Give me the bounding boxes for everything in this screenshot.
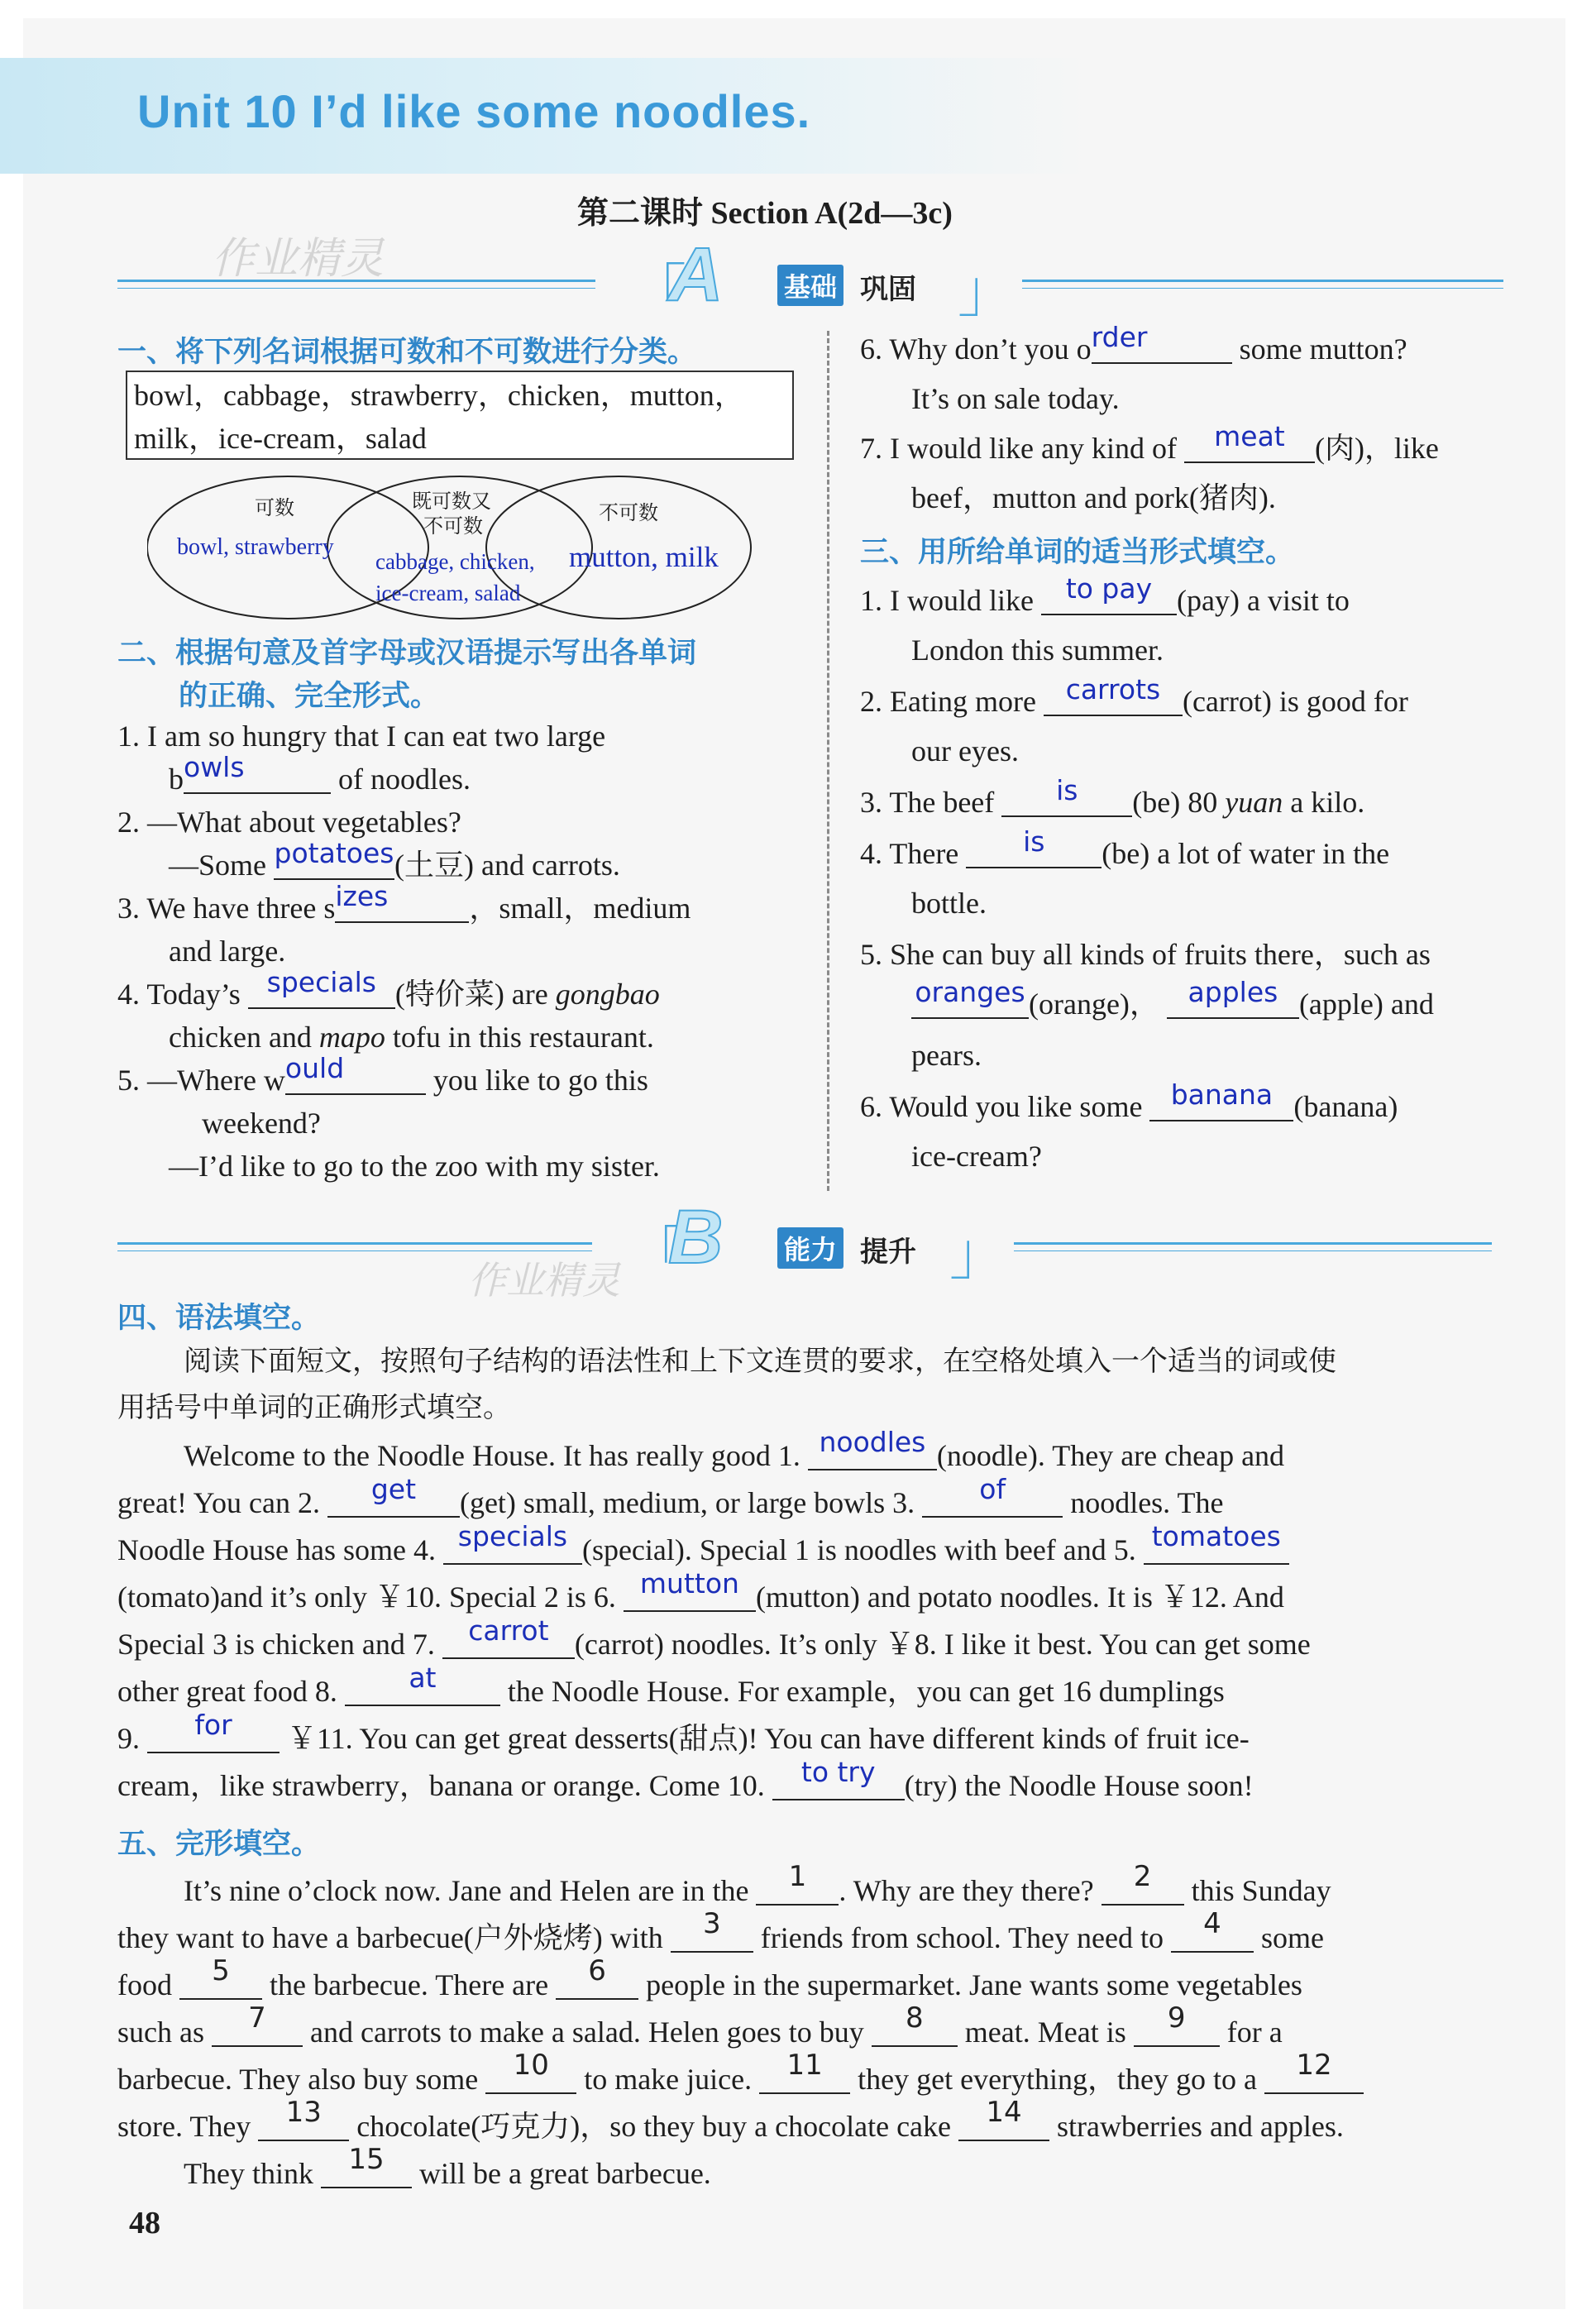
venn-uncountable-answer: mutton, milk bbox=[569, 541, 719, 573]
p3-q2-blank[interactable]: carrots bbox=[1044, 680, 1183, 716]
p5-blank-4[interactable]: 4 bbox=[1171, 1916, 1254, 1953]
venn-both-answer-2: ice-cream, salad bbox=[375, 581, 521, 605]
p2-q6-line2: It’s on sale today. bbox=[911, 382, 1120, 415]
watermark-logo-2: 作业精灵 bbox=[468, 1259, 620, 1302]
p2-q4-line1: 4. Today’s specials (特价菜) are gongbao bbox=[117, 966, 660, 1011]
p4-blank-4[interactable]: specials bbox=[443, 1528, 582, 1565]
p4-line-5: Special 3 is chicken and 7. carrot (carrot) noodles. It’s only ￥8. I like it best. You can get some bbox=[117, 1614, 1311, 1661]
p3-q4-blank[interactable]: is bbox=[966, 832, 1102, 868]
section-a-bracket-right: 」 bbox=[958, 259, 1015, 323]
p5-blank-13[interactable]: 13 bbox=[258, 2105, 349, 2141]
p2-q5-line3: —I’d like to go to the zoo with my sister. bbox=[169, 1150, 660, 1183]
p4-line-4: (tomato)and it’s only ￥10. Special 2 is 6. mutton (mutton) and potato noodles. It is ￥12. And bbox=[117, 1567, 1284, 1614]
p2-q4-blank[interactable]: specials bbox=[248, 973, 395, 1009]
section-a-rule-right bbox=[1022, 280, 1503, 282]
p2-q7-line1: 7. I would like any kind of meat (肉)，like bbox=[860, 420, 1439, 465]
p2-q3-blank[interactable]: izes bbox=[335, 887, 469, 923]
section-b-letter: B bbox=[668, 1195, 724, 1279]
p5-blank-10[interactable]: 10 bbox=[485, 2058, 576, 2094]
unit-title: Unit 10 I’d like some noodles. bbox=[137, 85, 811, 137]
p3-q3-line1: 3. The beef is (be) 80 yuan a kilo. bbox=[860, 774, 1365, 819]
section-b-badge-tail: 提升 bbox=[860, 1236, 916, 1268]
p3-q2-line2: our eyes. bbox=[911, 734, 1019, 767]
p3-q1-blank[interactable]: to pay bbox=[1041, 579, 1177, 615]
p4-instr-1: 阅读下面短文，按照句子结构的语法性和上下文连贯的要求，在空格处填入一个适当的词或使 bbox=[184, 1345, 1336, 1378]
p2-q3-line2: and large. bbox=[169, 935, 286, 968]
p4-line-8: cream，like strawberry，banana or orange. Come 10. to try (try) the Noodle House soon! bbox=[117, 1756, 1254, 1802]
p3-q6-line1: 6. Would you like some banana (banana) bbox=[860, 1078, 1398, 1123]
p4-blank-10[interactable]: to try bbox=[772, 1764, 905, 1800]
p5-line-2: they want to have a barbecue(户外烧烤) with 3 friends from school. They need to 4 some bbox=[117, 1907, 1324, 1954]
p5-line-7: They think 15 will be a great barbecue. bbox=[184, 2143, 711, 2190]
p5-blank-2[interactable]: 2 bbox=[1102, 1869, 1184, 1906]
p3-q5-line1: 5. She can buy all kinds of fruits there，such as bbox=[860, 938, 1431, 971]
section-b-bracket-left: 「 bbox=[627, 1222, 685, 1286]
section-a-rule-left-thin bbox=[117, 288, 595, 289]
p2-q7-line2: beef，mutton and pork(猪肉). bbox=[911, 481, 1276, 514]
part5-heading: 五、完形填空。 bbox=[117, 1828, 321, 1861]
venn-uncountable-label: 不可数 bbox=[599, 501, 658, 524]
p5-blank-9[interactable]: 9 bbox=[1134, 2011, 1220, 2047]
p2-q2-blank[interactable]: potatoes bbox=[274, 844, 394, 880]
p5-blank-3[interactable]: 3 bbox=[671, 1916, 753, 1953]
p3-q6-line2: ice-cream? bbox=[911, 1140, 1042, 1173]
p5-line-3: food 5 the barbecue. There are 6 people in the supermarket. Jane wants some vegetables bbox=[117, 1954, 1302, 2001]
p2-q1-line1: 1. I am so hungry that I can eat two large bbox=[117, 720, 606, 753]
p3-q4-line1: 4. There is (be) a lot of water in the bbox=[860, 825, 1390, 870]
part4-heading: 四、语法填空。 bbox=[117, 1302, 321, 1335]
p2-q4-line2: chicken and mapo tofu in this restaurant. bbox=[169, 1021, 654, 1054]
watermark-logo: 作业精灵 bbox=[212, 235, 385, 283]
part2-heading-2: 的正确、完全形式。 bbox=[179, 680, 440, 713]
p5-blank-1[interactable]: 1 bbox=[756, 1869, 839, 1906]
section-b-badge: 能力 bbox=[777, 1227, 843, 1269]
venn-countable-answer: bowl, strawberry bbox=[177, 534, 334, 560]
section-a-bracket-left: 「 bbox=[628, 259, 686, 323]
section-a-badge-tail: 巩固 bbox=[860, 274, 916, 305]
p2-q5-line2: weekend? bbox=[202, 1107, 321, 1140]
section-b-rule-right-thin bbox=[1014, 1250, 1492, 1251]
p5-line-6: store. They 13 chocolate(巧克力)，so they buy a chocolate cake 14 strawberries and apples. bbox=[117, 2096, 1344, 2143]
p5-blank-5[interactable]: 5 bbox=[179, 1963, 262, 2000]
p2-q1-line2: b owls of noodles. bbox=[169, 751, 471, 796]
p4-blank-5[interactable]: tomatoes bbox=[1144, 1528, 1289, 1565]
p2-q3-line1: 3. We have three s izes ，small，medium bbox=[117, 880, 691, 925]
p2-q6-blank[interactable]: rder bbox=[1092, 328, 1232, 364]
lesson-title: 第二课时 Section A(2d—3c) bbox=[577, 196, 953, 231]
p5-blank-8[interactable]: 8 bbox=[872, 2011, 958, 2047]
p3-q5-blank-1[interactable]: oranges bbox=[911, 983, 1029, 1019]
p3-q2-line1: 2. Eating more carrots (carrot) is good for bbox=[860, 673, 1408, 718]
part3-heading: 三、用所给单词的适当形式填空。 bbox=[860, 536, 1295, 569]
p4-line-1: Welcome to the Noodle House. It has really good 1. noodles (noodle). They are cheap and bbox=[184, 1426, 1285, 1472]
p3-q5-line3: pears. bbox=[911, 1039, 982, 1072]
p3-q1-line1: 1. I would like to pay (pay) a visit to bbox=[860, 572, 1350, 617]
section-b-rule-right bbox=[1014, 1242, 1492, 1245]
p2-q5-line1: 5. —Where w ould you like to go this bbox=[117, 1052, 648, 1097]
p5-blank-15[interactable]: 15 bbox=[321, 2152, 412, 2188]
p4-blank-2[interactable]: get bbox=[327, 1481, 460, 1518]
p2-q2-line2: —Some potatoes (土豆) and carrots. bbox=[169, 837, 620, 882]
p3-q4-line2: bottle. bbox=[911, 887, 987, 920]
p3-q3-blank[interactable]: is bbox=[1001, 781, 1132, 817]
p4-blank-8[interactable]: at bbox=[345, 1670, 500, 1706]
p3-q5-line2: oranges (orange)， apples (apple) and bbox=[911, 983, 1434, 1026]
word-box bbox=[126, 371, 794, 460]
p4-line-3: Noodle House has some 4. specials (special). Special 1 is noodles with beef and 5. tomatoes bbox=[117, 1527, 1289, 1574]
p4-instr-2: 用括号中单词的正确形式填空。 bbox=[117, 1391, 511, 1424]
section-b-rule-left bbox=[117, 1242, 592, 1245]
p5-line-4: such as 7 and carrots to make a salad. Helen goes to buy 8 meat. Meat is 9 for a bbox=[117, 2001, 1283, 2049]
venn-countable-label: 可数 bbox=[255, 496, 294, 519]
p4-line-6: other great food 8. at the Noodle House. For example，you can get 16 dumplings bbox=[117, 1662, 1225, 1708]
p4-line-2: great! You can 2. get (get) small, medium, or large bowls 3. of noodles. The bbox=[117, 1473, 1224, 1519]
venn-both-label-2: 不可数 bbox=[423, 514, 483, 538]
p5-blank-14[interactable]: 14 bbox=[958, 2105, 1049, 2141]
p3-q1-line2: London this summer. bbox=[911, 634, 1164, 667]
p4-blank-1[interactable]: noodles bbox=[808, 1434, 937, 1470]
section-a-badge: 基础 bbox=[777, 265, 843, 306]
page-number: 48 bbox=[129, 2206, 160, 2240]
section-b-bracket-right: 」 bbox=[949, 1222, 1007, 1286]
p5-blank-12[interactable]: 12 bbox=[1264, 2058, 1364, 2094]
p5-blank-7[interactable]: 7 bbox=[212, 2011, 303, 2047]
p2-q1-blank[interactable]: owls bbox=[184, 758, 331, 794]
p2-q5-blank[interactable]: ould bbox=[285, 1059, 426, 1095]
word-box-line-1: bowl，cabbage，strawberry，chicken，mutton， bbox=[134, 379, 744, 412]
p4-blank-9[interactable]: for bbox=[147, 1717, 280, 1753]
p3-q5-blank-2[interactable]: apples bbox=[1167, 983, 1299, 1019]
p4-blank-7[interactable]: carrot bbox=[442, 1623, 575, 1659]
venn-both-answer-1: cabbage, chicken, bbox=[375, 549, 535, 574]
word-box-line-2: milk，ice-cream，salad bbox=[134, 422, 427, 455]
part1-heading: 一、将下列名词根据可数和不可数进行分类。 bbox=[117, 336, 697, 369]
p5-line-5: barbecue. They also buy some 10 to make juice. 11 they get everything，they go to a 12 bbox=[117, 2056, 1364, 2103]
section-a-rule-right-thin bbox=[1022, 288, 1503, 289]
p2-q6-line1: 6. Why don’t you o rder some mutton? bbox=[860, 321, 1407, 366]
section-a-letter: A bbox=[668, 232, 724, 317]
p2-q2-line1: 2. —What about vegetables? bbox=[117, 806, 461, 839]
p3-q6-blank[interactable]: banana bbox=[1149, 1085, 1293, 1121]
venn-both-label-1: 既可数又 bbox=[412, 490, 491, 513]
part2-heading-1: 二、根据句意及首字母或汉语提示写出各单词 bbox=[117, 637, 697, 670]
p4-line-7: 9. for ￥11. You can get great desserts(甜点)! You can have different kinds of fruit ice- bbox=[117, 1709, 1250, 1755]
p4-blank-3[interactable]: of bbox=[922, 1481, 1063, 1518]
column-divider bbox=[827, 331, 829, 1191]
p5-blank-6[interactable]: 6 bbox=[556, 1963, 638, 2000]
p4-blank-6[interactable]: mutton bbox=[624, 1576, 756, 1612]
p5-line-1: It’s nine o’clock now. Jane and Helen are in the 1 . Why are they there? 2 this Sunday bbox=[184, 1860, 1331, 1907]
p2-q7-blank[interactable]: meat bbox=[1184, 427, 1315, 463]
p5-blank-11[interactable]: 11 bbox=[759, 2058, 850, 2094]
